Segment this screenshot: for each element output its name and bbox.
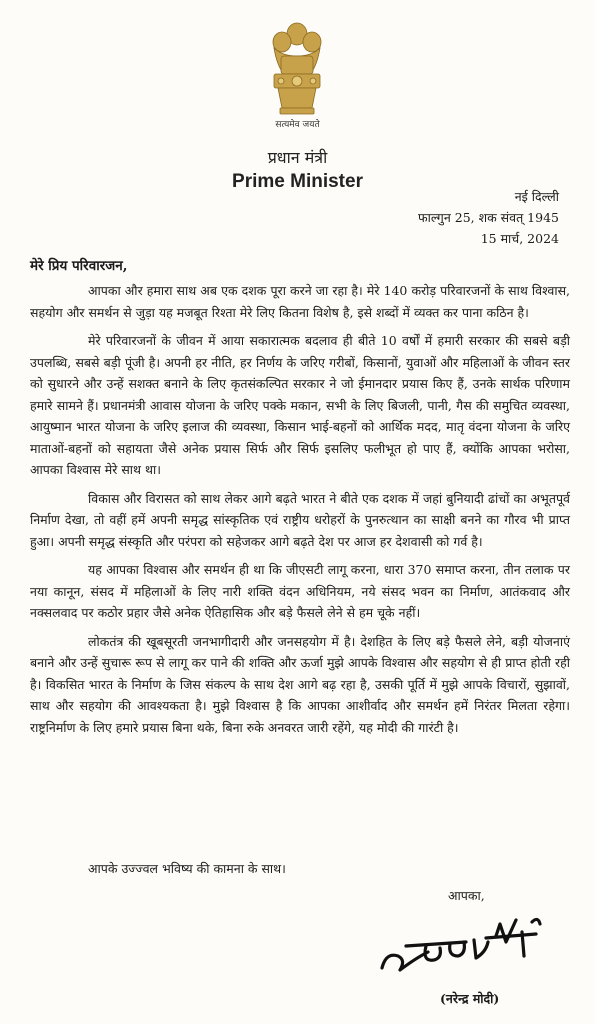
closing-line: आपके उज्ज्वल भविष्य की कामना के साथ। xyxy=(88,861,286,876)
paragraph: मेरे परिवारजनों के जीवन में आया सकारात्मक बदलाव ही बीते 10 वर्षों में हमारी सरकार की सबसे बड़ी उपलब्धि, सबसे बड़ी पूंजी है। अपनी हर नीति, हर निर्णय के जरिए गरीबों, किसानों, युवाओं और महिलाओं के जीवन स्तर को सुधारने और उन्हें सशक्त बनाने के लिए कृतसंकल्पित सरकार ने जो ईमानदार प्रयास किए हैं, उनके सार्थक परिणाम हमारे सामने हैं। प्रधानमंत्री आवास योजना के जरिए पक्के मकान, सभी के लिए बिजली, पानी, गैस की समुचित व्यवस्था, आयुष्मान भारत योजना के जरिए इलाज की व्यवस्था, किसान भाई-बहनों को आर्थिक मदद, मातृ वंदना योजना के जरिए माताओं-बहनों को सहायता जैसे अनेक प्रयास सिर्फ और सिर्फ इसलिए फलीभूत हो पाए हैं, क्योंकि आपका भरोसा, आपका विश्वास मेरे साथ था। xyxy=(30,333,570,477)
emblem-motto: सत्यमेव जयते xyxy=(275,120,320,130)
paragraph: यह आपका विश्वास और समर्थन ही था कि जीएसटी लागू करना, धारा 370 समाप्त करना, तीन तलाक पर नया कानून, संसद में महिलाओं के लिए नारी शक्ति वंदन अधिनियम, नये संसद भवन का निर्माण, आतंकवाद और नक्सलवाद पर कठोर प्रहार जैसे अनेक ऐतिहासिक और बड़े फैसले लेने से हम चूके नहीं। xyxy=(30,562,570,620)
paragraph: लोकतंत्र की खूबसूरती जनभागीदारी और जनसहयोग में है। देशहित के लिए बड़े फैसले लेने, बड़ी योजनाएं बनाने और उन्हें सुचारू रूप से लागू कर पाने की शक्ति और ऊर्जा मुझे आपके विश्वास और सहयोग से ही प्राप्त होती रही है। विकसित भारत के निर्माण के जिस संकल्प के साथ देश आगे बढ़ रहा है, उसकी पूर्ति में मुझे आपके विचारों, सुझावों, साथ और सहयोग की आवश्यकता है। मुझे विश्वास है कि आपका आशीर्वाद और समर्थन हमें निरंतर मिलता रहेगा। राष्ट्रनिर्माण के लिए हमारे प्रयास बिना थके, बिना रुके अनवरत जारी रहेंगे, यह मोदी की गारंटी है। xyxy=(30,633,570,735)
letter-meta xyxy=(418,186,559,249)
handwritten-signature xyxy=(376,912,546,980)
paragraph: विकास और विरासत को साथ लेकर आगे बढ़ते भारत ने बीते एक दशक में जहां बुनियादी ढांचों का अभूतपूर्व निर्माण देखा, तो वहीं हमें अपनी समृद्ध सांस्कृतिक एवं राष्ट्रीय धरोहरों के पुनरुत्थान का साक्षी बनने का गौरव भी प्राप्त हुआ। अपनी समृद्ध संस्कृति और परंपरा को सहेजकर आगे बढ़ते देश पर आज हर देशवासी को गर्व है। xyxy=(30,490,570,549)
signoff: आपका, xyxy=(448,888,485,903)
date-gregorian: 15 मार्च, 2024 xyxy=(480,231,559,246)
office-title-english: Prime Minister xyxy=(232,171,363,192)
paragraph: आपका और हमारा साथ अब एक दशक पूरा करने जा रहा है। मेरे 140 करोड़ परिवारजनों के साथ विश्वास, सहयोग और समर्थन से जुड़ा यह मजबूत रिश्ता मेरे लिए कितना विशेष है, इसे शब्दों में व्यक्त कर पाना कठिन है। xyxy=(30,283,570,320)
office-title-hindi: प्रधान मंत्री xyxy=(267,148,328,167)
salutation: मेरे प्रिय परिवारजन, xyxy=(30,258,128,274)
place: नई दिल्ली xyxy=(514,189,559,204)
letter-body xyxy=(30,280,570,745)
national-emblem-icon xyxy=(262,18,332,118)
signatory-name: (नरेन्द्र मोदी) xyxy=(440,991,500,1006)
date-saka: फाल्गुन 25, शक संवत् 1945 xyxy=(417,210,559,225)
